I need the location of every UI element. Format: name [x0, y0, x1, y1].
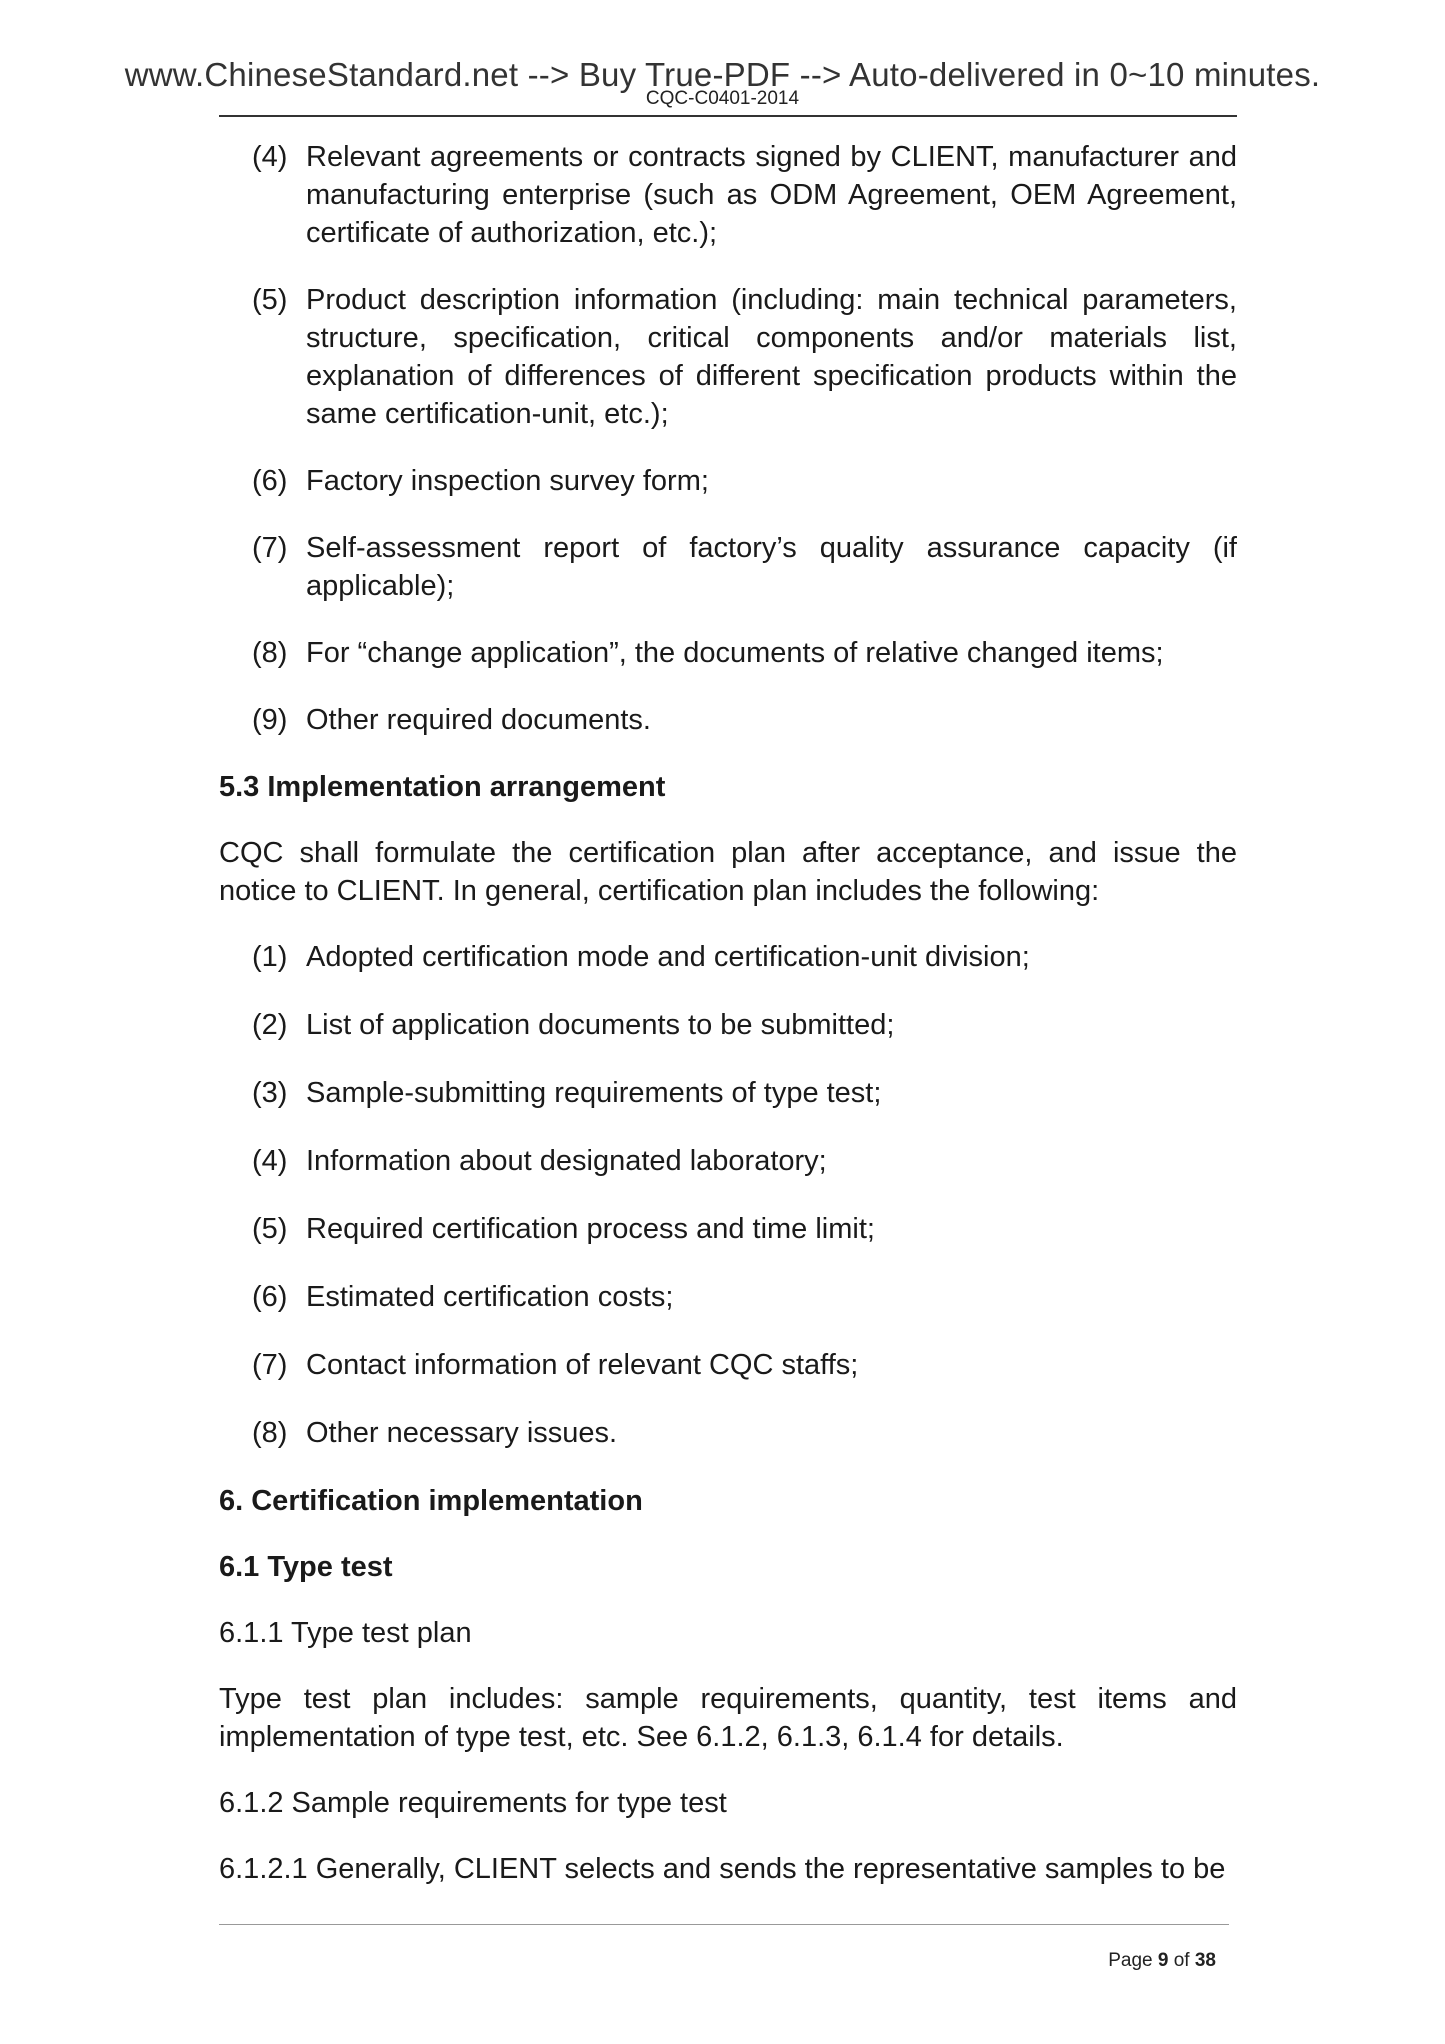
item-text: Relevant agreements or contracts signed by CLIENT, manufacturer and manufacturing enterprise (such as ODM Agreement, OEM Agreement, certificate of authorization, etc.);	[306, 141, 1237, 249]
item-number: (8)	[252, 1417, 288, 1449]
item-number: (3)	[252, 1077, 288, 1109]
item-number: (5)	[252, 1213, 288, 1245]
item-text: List of application documents to be submitted;	[306, 1009, 895, 1041]
item-number: (2)	[252, 1009, 288, 1041]
item-text: Self-assessment report of factory’s quality assurance capacity (if applicable);	[306, 532, 1237, 602]
item-number: (6)	[252, 1281, 288, 1313]
subsection-6-1-1: 6.1.1 Type test plan	[219, 1617, 472, 1649]
item-number: (6)	[252, 465, 288, 497]
item-number: (5)	[252, 284, 288, 316]
item-text: For “change application”, the documents of relative changed items;	[306, 637, 1164, 669]
item-text: Contact information of relevant CQC staffs;	[306, 1349, 859, 1381]
page-prefix: Page	[1108, 1950, 1153, 1971]
list-item	[219, 634, 1237, 672]
page-current: 9	[1157, 1950, 1169, 1971]
item-text: Information about designated laboratory;	[306, 1145, 827, 1177]
list-item	[219, 281, 1237, 433]
item-text: Sample-submitting requirements of type test;	[306, 1077, 882, 1109]
item-number: (8)	[252, 637, 288, 669]
item-number: (4)	[252, 141, 288, 173]
list-item	[219, 1142, 1237, 1180]
site-banner: www.ChineseStandard.net --> Buy True-PDF --> Auto-delivered in 0~10 minutes.	[124, 56, 1321, 93]
item-number: (4)	[252, 1145, 288, 1177]
list-item	[219, 1414, 1237, 1452]
subsection-6-1-2: 6.1.2 Sample requirements for type test	[219, 1787, 727, 1819]
list-item	[219, 1346, 1237, 1384]
paragraph-6-1-1: Type test plan includes: sample requirements, quantity, test items and implementation of type test, etc. See 6.1.2, 6.1.3, 6.1.4 for details.	[219, 1683, 1237, 1753]
item-text: Other required documents.	[306, 704, 651, 736]
list-item	[219, 529, 1237, 605]
item-number: (7)	[252, 532, 288, 564]
section-heading-5-3: 5.3 Implementation arrangement	[219, 771, 666, 803]
item-number: (7)	[252, 1349, 288, 1381]
item-text: Estimated certification costs;	[306, 1281, 674, 1313]
section-heading-6: 6. Certification implementation	[219, 1485, 643, 1517]
list-item	[219, 1006, 1237, 1044]
footer-divider	[219, 1924, 1229, 1925]
list-item	[219, 1210, 1237, 1248]
header-divider	[219, 115, 1237, 117]
application-documents-list	[219, 138, 1237, 739]
section-5-3-intro: CQC shall formulate the certification plan after acceptance, and issue the notice to CLIENT. In general, certification plan includes the following:	[219, 837, 1237, 907]
list-item	[219, 1278, 1237, 1316]
item-number: (1)	[252, 941, 288, 973]
page-number	[1108, 1950, 1216, 1972]
page-of: of	[1173, 1950, 1190, 1971]
item-text: Other necessary issues.	[306, 1417, 618, 1449]
page-body	[219, 138, 1237, 1916]
item-text: Required certification process and time limit;	[306, 1213, 875, 1245]
list-item	[219, 138, 1237, 252]
document-id: CQC-C0401-2014	[645, 88, 800, 109]
item-text: Factory inspection survey form;	[306, 465, 709, 497]
list-item	[219, 701, 1237, 739]
item-number: (9)	[252, 704, 288, 736]
page-total: 38	[1194, 1950, 1216, 1971]
paragraph-6-1-2-1: 6.1.2.1 Generally, CLIENT selects and sends the representative samples to be	[219, 1853, 1226, 1885]
item-text: Product description information (including: main technical parameters, structure, specification, critical components and/or materials list, explanation of differences of different specification products within the same certification-unit, etc.);	[306, 284, 1237, 430]
section-heading-6-1: 6.1 Type test	[219, 1551, 393, 1583]
certification-plan-list	[219, 938, 1237, 1452]
list-item	[219, 1074, 1237, 1112]
list-item	[219, 938, 1237, 976]
item-text: Adopted certification mode and certification-unit division;	[306, 941, 1030, 973]
list-item	[219, 462, 1237, 500]
